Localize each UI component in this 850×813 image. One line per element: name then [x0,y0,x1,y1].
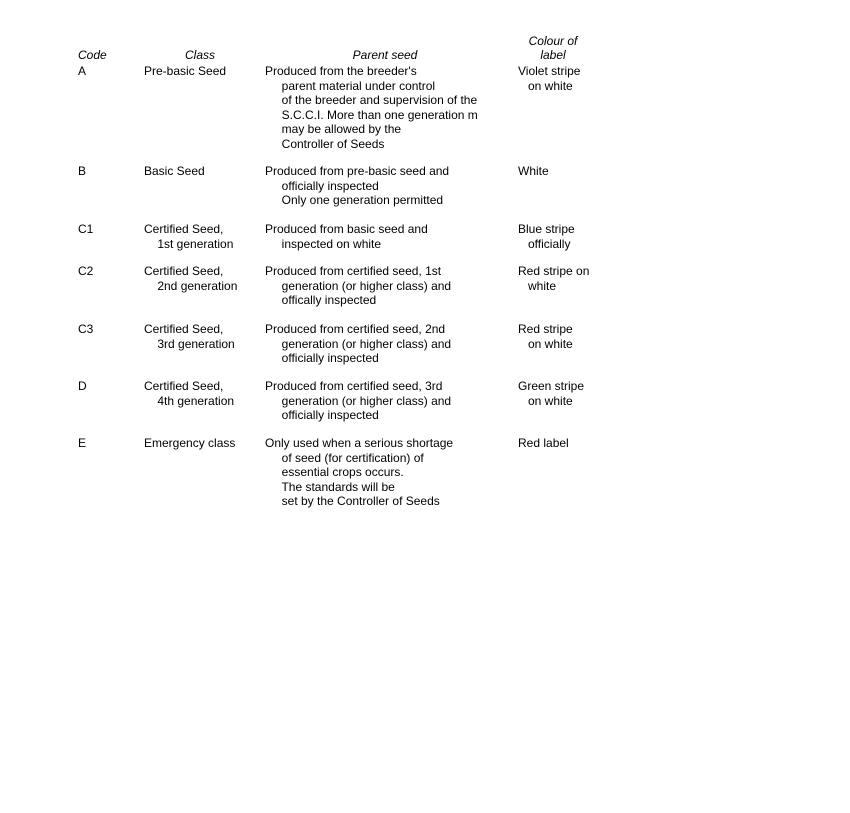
row-d-class: Certified Seed, 4th generation [144,379,235,408]
header-code: Code [78,48,107,62]
row-c3-parent-seed: Produced from certified seed, 2nd generation (or higher class) and officially inspected [265,322,452,365]
row-b-parent-seed: Produced from pre-basic seed and officially inspected Only one generation permitted [265,164,450,207]
row-c2-code: C2 [78,264,94,278]
row-d-label-colour: Green stripe on white [518,379,585,408]
row-e-label-colour: Red label [518,436,569,450]
row-c2-class: Certified Seed, 2nd generation [144,264,238,293]
row-d-code: D [78,379,87,393]
row-a-code: A [78,64,87,78]
row-d-parent-seed: Produced from certified seed, 3rd generation (or higher class) and officially inspected [265,379,452,422]
row-c3-code: C3 [78,322,94,336]
row-a-label-colour: Violet stripe on white [518,64,581,93]
row-b-code: B [78,164,87,178]
row-b-class: Basic Seed [144,164,205,178]
row-c1-parent-seed: Produced from basic seed and inspected on white [265,222,428,251]
header-class: Class [184,48,215,62]
row-a-parent-seed: Produced from the breeder's parent material under control of the breeder and supervision of the S.C.C.I. More than one generation m may be allowed by the Controller of Seeds [265,64,478,151]
row-c1-code: C1 [78,222,94,236]
row-c2-parent-seed: Produced from certified seed, 1st generation (or higher class) and offically inspected [265,264,452,307]
header-parent-seed: Parent seed [352,48,418,62]
row-a-class: Pre-basic Seed [144,64,227,78]
header-colour-line1: Colour of [528,34,578,48]
row-c3-label-colour: Red stripe on white [518,322,573,351]
row-c1-class: Certified Seed, 1st generation [144,222,234,251]
row-c3-class: Certified Seed, 3rd generation [144,322,235,351]
row-e-class: Emergency class [144,436,236,450]
row-c2-label-colour: Red stripe on white [518,264,590,293]
row-e-parent-seed: Only used when a serious shortage of seed (for certification) of essential crops occurs. The standards will be set by the Controller of Seeds [265,436,454,508]
header-colour-line2: label [540,48,566,62]
row-c1-label-colour: Blue stripe officially [518,222,575,251]
row-b-label-colour: White [518,164,549,178]
row-e-code: E [78,436,87,450]
